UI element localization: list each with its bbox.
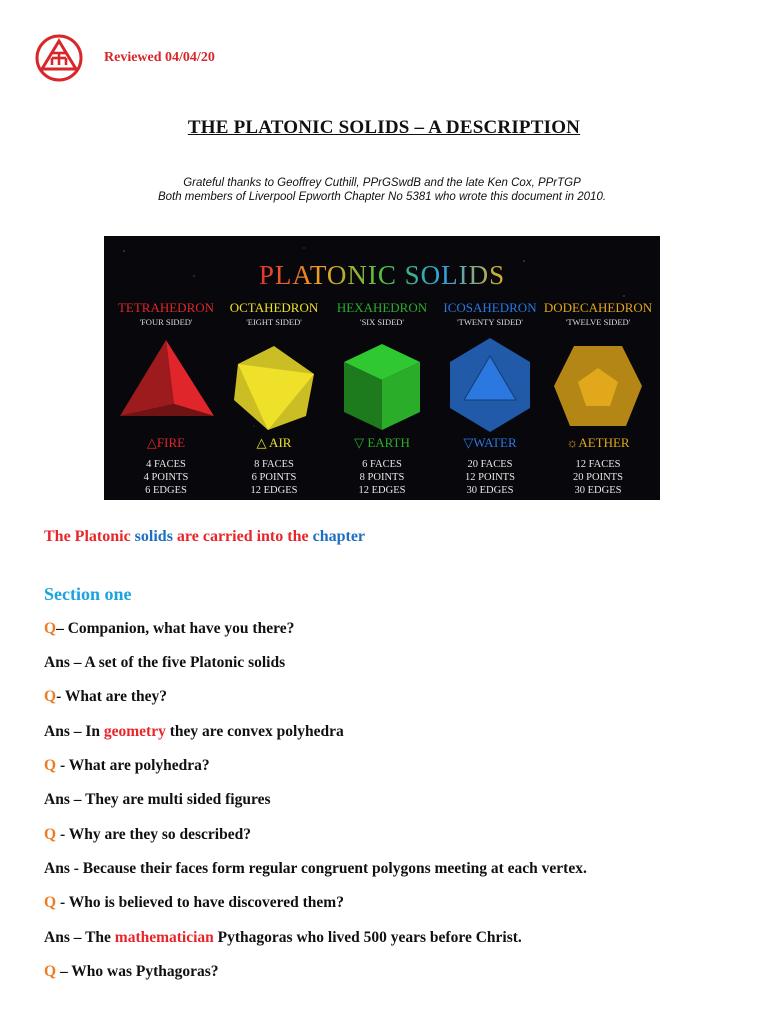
question-marker: Q [44,620,57,637]
question-marker: Q [44,894,57,911]
solid-faces: 8 FACES [254,459,294,470]
solid-edges: 6 EDGES [145,485,187,496]
solid-shape [120,340,214,416]
line-text: Ans – They are multi sided figures [44,791,271,808]
solid-edges: 12 EDGES [358,485,406,496]
platonic-solids-graphic [104,236,660,500]
solid-sided: 'SIX SIDED' [360,317,404,327]
solid-faces: 12 FACES [575,459,621,470]
question-line [44,688,167,706]
solid-octahedron [230,300,319,496]
solid-edges: 12 EDGES [250,485,298,496]
solid-sided: 'TWELVE SIDED' [565,317,631,327]
question-marker: Q [44,963,57,980]
highlight-term: geometry [103,723,166,740]
acknowledgement-line-1: Grateful thanks to Geoffrey Cuthill, PPrGSwdB and the late Ken Cox, PPrTGP [183,177,581,189]
solid-points: 8 POINTS [359,472,405,483]
solid-name: OCTAHEDRON [229,300,319,315]
solid-faces: 4 FACES [146,459,186,470]
solid-shape [234,346,314,430]
solid-sided: 'FOUR SIDED' [139,317,193,327]
line-rest: they are convex polyhedra [169,723,344,740]
solid-sided: 'TWENTY SIDED' [457,317,523,327]
highlight-term: mathematician [114,929,214,946]
acknowledgement-line-2: Both members of Liverpool Epworth Chapter No 5381 who wrote this document in 2010. [157,190,607,203]
solid-faces: 6 FACES [362,459,402,470]
solid-dodecahedron [544,300,653,496]
solid-edges: 30 EDGES [466,485,514,496]
solid-icosahedron [443,300,537,496]
line-text: - Who is believed to have discovered them? [56,894,344,911]
solid-points: 12 POINTS [465,472,515,483]
line-rest: Pythagoras who lived 500 years before Christ. [217,929,522,946]
solid-name: ICOSAHEDRON [443,300,537,315]
platonic-solids-image [104,236,660,500]
solid-name: DODECAHEDRON [543,300,653,315]
answer-line [44,654,285,672]
solid-points: 4 POINTS [143,472,189,483]
answer-line [44,929,522,947]
solid-edges: 30 EDGES [574,485,622,496]
solid-shape [450,338,530,432]
question-marker: Q [44,688,57,705]
question-line [44,757,210,775]
reviewed-date: Reviewed 04/04/20 [104,50,215,65]
question-marker: Q [44,826,57,843]
royal-arch-logo [35,34,83,82]
solid-element: ▽ EARTH [354,435,410,450]
solid-shape [554,346,642,426]
solid-element: ☼AETHER [566,435,630,450]
question-line [44,826,251,844]
solid-element: ▽WATER [463,435,517,450]
solid-element: △ AIR [256,435,292,450]
section-heading: Section one [44,584,132,604]
question-line [44,894,344,912]
solid-shape [344,344,420,430]
solid-points: 6 POINTS [251,472,297,483]
solid-element: △FIRE [146,435,186,450]
solid-sided: 'EIGHT SIDED' [246,317,302,327]
solid-name: TETRAHEDRON [117,300,215,315]
line-text: Ans - Because their faces form regular congruent polygons meeting at each vertex. [44,860,587,877]
question-line [44,620,294,638]
question-marker: Q [44,757,57,774]
solid-hexahedron [337,300,428,496]
line-text: - Why are they so described? [56,826,251,843]
line-text: – Companion, what have you there? [56,620,295,637]
line-text: Ans – A set of the five Platonic solids [44,654,286,671]
answer-line [44,860,587,878]
intro-part-3: are carried into the [176,528,309,545]
solid-name: HEXAHEDRON [336,300,428,315]
intro-line [44,528,365,546]
question-line [44,963,219,981]
solid-points: 20 POINTS [573,472,623,483]
intro-part-4: chapter [312,528,366,545]
acknowledgement [0,177,764,204]
line-text: Ans – In [44,723,100,740]
line-text: Ans – The [44,929,111,946]
solid-faces: 20 FACES [467,459,513,470]
intro-part-1: The Platonic [44,528,131,545]
line-text: - What are polyhedra? [56,757,210,774]
line-text: – Who was Pythagoras? [56,963,219,980]
answer-line [44,723,344,741]
page-title: THE PLATONIC SOLIDS – A DESCRIPTION [187,117,581,138]
solid-tetrahedron [118,300,215,496]
banner-title: PLATONIC SOLIDS [258,260,506,290]
line-text: - What are they? [56,688,167,705]
answer-line [44,791,271,809]
intro-part-2: solids [134,528,173,545]
